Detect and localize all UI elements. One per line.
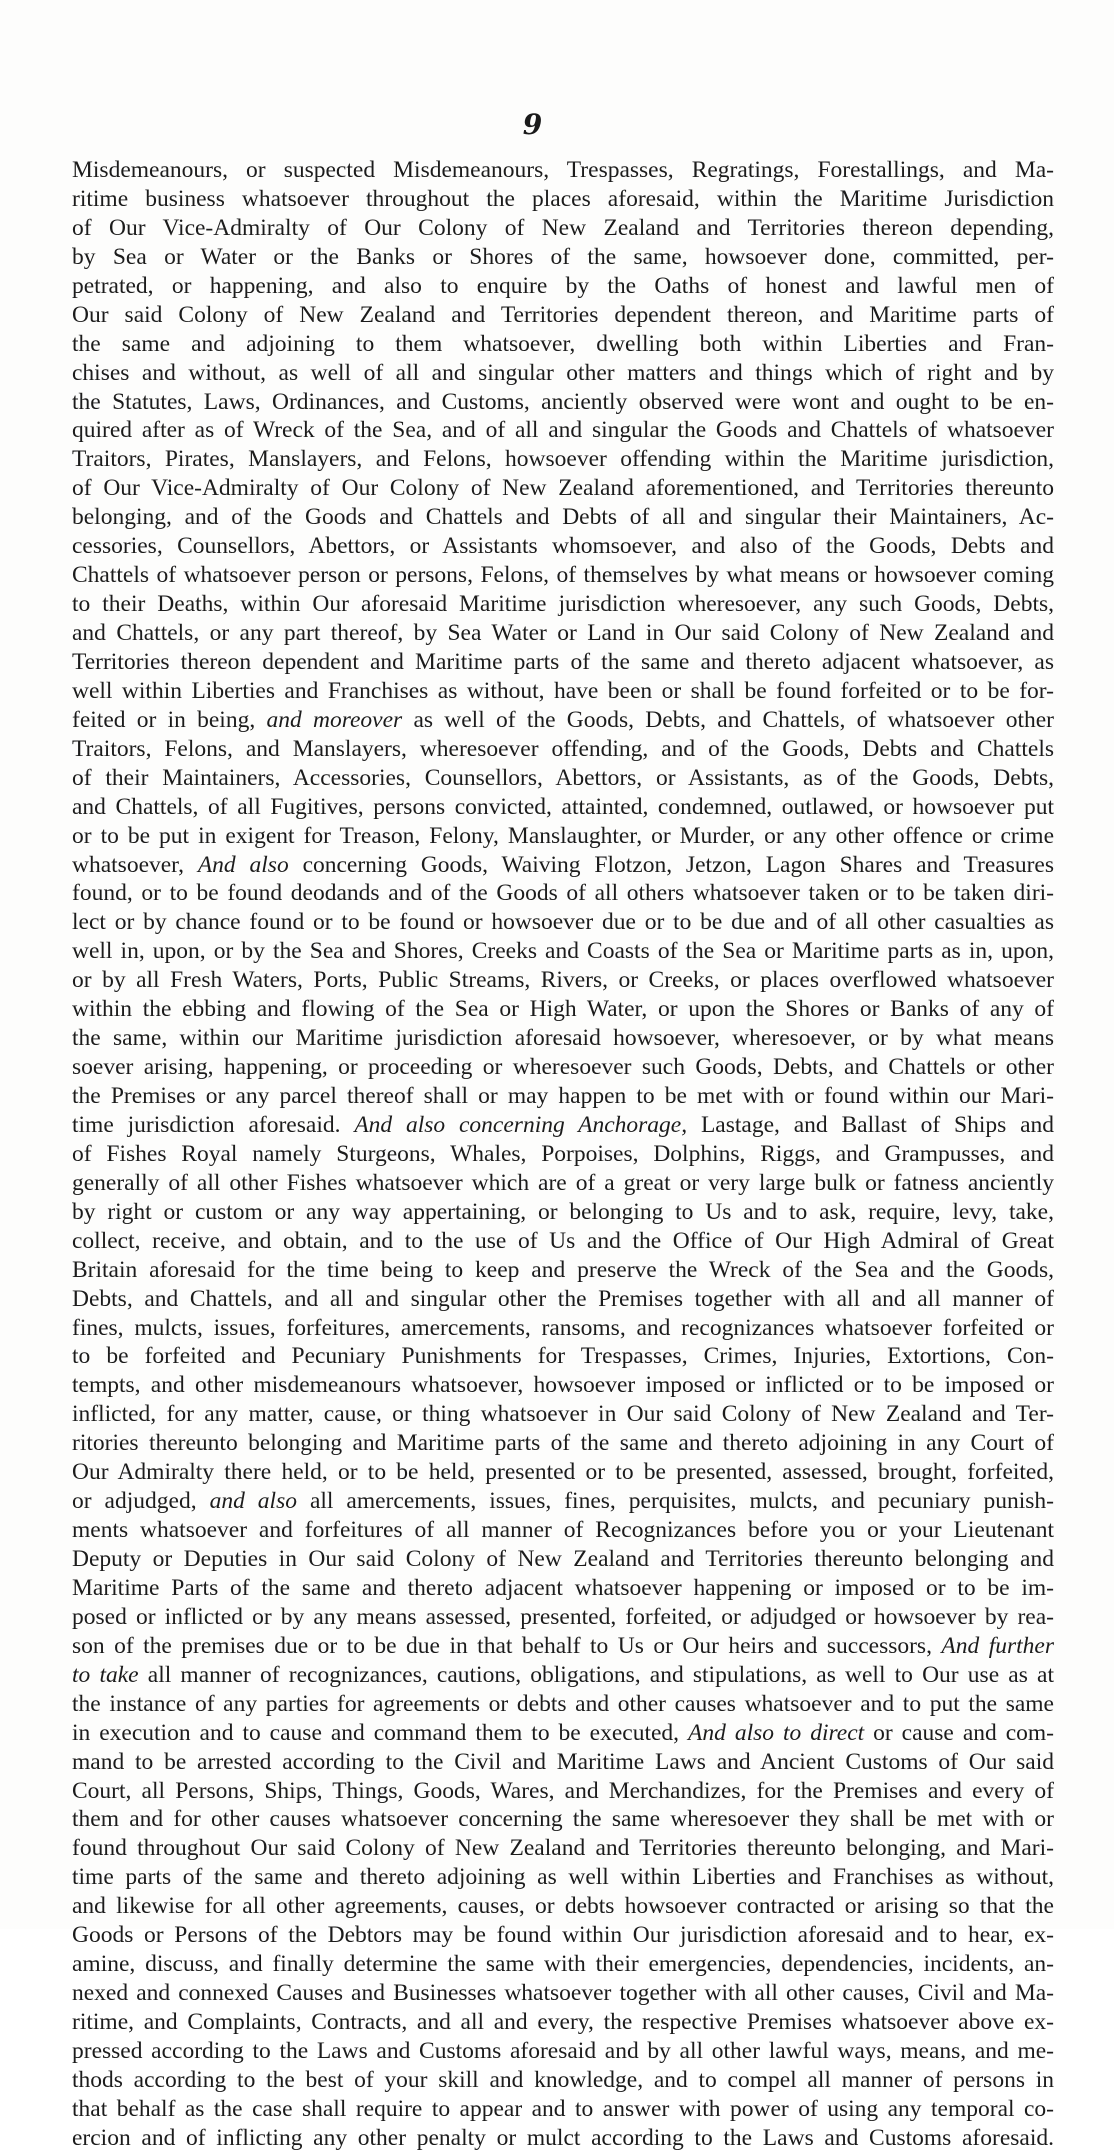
text-line <box>72 1834 1054 1863</box>
italic-text: And also <box>197 851 289 878</box>
text-segment: thods according to the best of your skill and knowledge, and to compel all manner of persons in <box>72 2066 1054 2093</box>
text-segment: son of the premises due or to be due in that behalf to Us or Our heirs and successors, <box>72 1632 942 1659</box>
text-segment: amine, discuss, and finally determine the same with their emergencies, dependencies, incidents, an- <box>72 1951 1054 1978</box>
text-segment: soever arising, happening, or proceeding or wheresoever such Goods, Debts, and Chattels or other <box>72 1054 1054 1081</box>
text-segment: ments whatsoever and forfeitures of all manner of Recognizances before you or your Lieutenant <box>72 1517 1054 1544</box>
text-segment: generally of all other Fishes whatsoever which are of a great or very large bulk or fatness anciently <box>72 1169 1054 1196</box>
text-line <box>72 330 1054 359</box>
text-segment: Our Admiralty there held, or to be held, presented or to be presented, assessed, brought, forfeited, <box>72 1459 1054 1486</box>
italic-text: And also concerning Anchorage, <box>354 1111 688 1138</box>
text-segment: Britain aforesaid for the time being to keep and preserve the Wreck of the Sea and the Goods, <box>72 1256 1054 1283</box>
text-segment: whatsoever, <box>72 851 198 878</box>
text-line <box>72 1516 1054 1545</box>
text-segment: ritime, and Complaints, Contracts, and all and every, the respective Premises whatsoever above ex- <box>72 2009 1054 2035</box>
text-segment: Misdemeanours, or suspected Misdemeanours, Trespasses, Regratings, Forestallings, and Ma- <box>72 157 1054 183</box>
text-segment: Our said Colony of New Zealand and Territories dependent thereon, and Maritime parts of <box>72 301 1054 328</box>
text-line <box>72 445 1054 474</box>
text-segment: Traitors, Pirates, Manslayers, and Felons, howsoever offending within the Maritime jurisdiction, <box>72 446 1054 473</box>
text-segment: nexed and connexed Causes and Businesses whatsoever together with all other causes, Civil and Ma- <box>72 1980 1054 2007</box>
text-line <box>72 1111 1054 1140</box>
text-segment: Lastage, and Ballast of Ships and <box>687 1111 1054 1138</box>
text-segment: of their Maintainers, Accessories, Counsellors, Abettors, or Assistants, as of the Goods, Debts, <box>72 764 1054 791</box>
text-segment: Chattels of whatsoever person or persons, Felons, of themselves by what means or howsoever coming <box>72 562 1054 589</box>
text-segment: pressed according to the Laws and Customs aforesaid and by all other lawful ways, means, and me- <box>72 2037 1054 2064</box>
body-paragraph <box>72 156 1054 2153</box>
text-segment: ritories thereunto belonging and Maritime parts of the same and thereto adjoining in any Court of <box>72 1430 1054 1457</box>
text-line <box>72 1921 1054 1950</box>
text-line <box>72 2124 1054 2153</box>
text-segment: of Our Vice-Admiralty of Our Colony of New Zealand and Territories thereon depending, <box>72 214 1054 241</box>
text-line <box>72 1082 1054 1111</box>
text-line <box>72 1661 1054 1690</box>
text-segment: Territories thereon dependent and Maritime parts of the same and thereto adjacent whatsoever, as <box>72 648 1054 675</box>
text-line <box>72 301 1054 330</box>
text-line <box>72 156 1054 185</box>
text-line <box>72 243 1054 272</box>
text-segment: tempts, and other misdemeanours whatsoever, howsoever imposed or inflicted or to be imposed or <box>72 1372 1054 1399</box>
text-line <box>72 735 1054 764</box>
text-segment: chises and without, as well of all and singular other matters and things which of right and by <box>72 359 1054 386</box>
text-line <box>72 532 1054 561</box>
text-segment: cessories, Counsellors, Abettors, or Assistants whomsoever, and also of the Goods, Debts and <box>72 533 1054 560</box>
text-line <box>72 474 1054 503</box>
text-segment: all amercements, issues, fines, perquisites, mulcts, and pecuniary punish- <box>296 1488 1054 1515</box>
text-line <box>72 908 1054 937</box>
text-line <box>72 1777 1054 1806</box>
text-segment: petrated, or happening, and also to enquire by the Oaths of honest and lawful men of <box>72 272 1054 299</box>
text-line <box>72 1805 1054 1834</box>
text-segment: in execution and to cause and command them to be executed, <box>72 1719 689 1746</box>
text-line <box>72 1458 1054 1487</box>
text-segment: as well of the Goods, Debts, and Chattels, of whatsoever other <box>402 706 1054 733</box>
page-number: 9 <box>522 108 543 141</box>
text-segment: by right or custom or any way appertaining, or belonging to Us and to ask, require, levy, take, <box>72 1198 1054 1225</box>
text-line <box>72 822 1054 851</box>
text-segment: by Sea or Water or the Banks or Shores of the same, howsoever done, committed, per- <box>72 243 1054 270</box>
text-segment: mand to be arrested according to the Civil and Maritime Laws and Ancient Customs of Our said <box>72 1748 1054 1775</box>
text-segment: and likewise for all other agreements, causes, or debts howsoever contracted or arising so that the <box>72 1893 1054 1920</box>
text-segment: found, or to be found deodands and of the Goods of all others whatsoever taken or to be taken diri- <box>72 880 1054 907</box>
text-segment: found throughout Our said Colony of New Zealand and Territories thereunto belonging, and Mari- <box>72 1835 1054 1862</box>
text-line <box>72 879 1054 908</box>
text-segment: or cause and com- <box>864 1719 1054 1746</box>
text-segment: well in, upon, or by the Sea and Shores, Creeks and Coasts of the Sea or Maritime parts as in, upon, <box>72 938 1054 965</box>
text-line <box>72 1169 1054 1198</box>
text-segment: time parts of the same and thereto adjoining as well within Liberties and Franchises as without, <box>72 1864 1054 1891</box>
text-line <box>72 388 1054 417</box>
text-segment: ercion and of inflicting any other penalty or mulct according to the Laws and Customs aforesaid. <box>72 2124 1054 2151</box>
text-line <box>72 1400 1054 1429</box>
text-segment: Debts, and Chattels, and all and singular other the Premises together with all and all manner of <box>72 1285 1054 1312</box>
text-segment: Traitors, Felons, and Manslayers, wheresoever offending, and of the Goods, Debts and Chattels <box>72 735 1054 762</box>
text-segment: and Chattels, of all Fugitives, persons convicted, attainted, condemned, outlawed, or howsoever put <box>72 793 1054 820</box>
text-line <box>72 648 1054 677</box>
text-segment: belonging, and of the Goods and Chattels and Debts of all and singular their Maintainers, Ac- <box>72 504 1054 531</box>
text-segment: fines, mulcts, issues, forfeitures, amercements, ransoms, and recognizances whatsoever forfeited or <box>72 1314 1054 1341</box>
text-segment: the same, within our Maritime jurisdiction aforesaid howsoever, wheresoever, or by what means <box>72 1025 1054 1052</box>
text-segment: or by all Fresh Waters, Ports, Public Streams, Rivers, or Creeks, or places overflowed whatsoever <box>72 967 1054 994</box>
italic-text: And further <box>941 1632 1054 1659</box>
text-segment: within the ebbing and flowing of the Sea or High Water, or upon the Shores or Banks of any of <box>72 996 1054 1023</box>
text-segment: and Chattels, or any part thereof, by Sea Water or Land in Our said Colony of New Zealand and <box>72 620 1054 646</box>
text-line <box>72 1545 1054 1574</box>
text-segment: the instance of any parties for agreements or debts and other causes whatsoever and to put the same <box>72 1690 1054 1717</box>
italic-text: to take <box>72 1661 139 1688</box>
text-line <box>72 1314 1054 1343</box>
text-line <box>72 706 1054 735</box>
text-segment: or to be put in exigent for Treason, Felony, Manslaughter, or Murder, or any other offence or crime <box>72 822 1054 849</box>
text-segment: that behalf as the case shall require to appear and to answer with power of using any temporal co- <box>72 2095 1054 2122</box>
text-segment: to their Deaths, within Our aforesaid Maritime jurisdiction wheresoever, any such Goods, Debts, <box>72 591 1054 618</box>
text-segment: to be forfeited and Pecuniary Punishments for Trespasses, Crimes, Injuries, Extortions, Con- <box>72 1343 1054 1370</box>
text-line <box>72 995 1054 1024</box>
text-line <box>72 2095 1054 2124</box>
text-line <box>72 1371 1054 1400</box>
text-line <box>72 214 1054 243</box>
text-segment: Goods or Persons of the Debtors may be found within Our jurisdiction aforesaid and to hear, ex- <box>72 1922 1054 1949</box>
text-segment: collect, receive, and obtain, and to the use of Us and the Office of Our High Admiral of Great <box>72 1227 1054 1254</box>
text-line <box>72 2037 1054 2066</box>
text-segment: posed or inflicted or by any means assessed, presented, forfeited, or adjudged or howsoever by rea- <box>72 1603 1054 1630</box>
text-line <box>72 590 1054 619</box>
text-segment: Maritime Parts of the same and thereto adjacent whatsoever happening or imposed or to be im- <box>72 1574 1054 1601</box>
text-line <box>72 503 1054 532</box>
text-line <box>72 1487 1054 1516</box>
text-line <box>72 1979 1054 2008</box>
text-segment: ritime business whatsoever throughout the places aforesaid, within the Maritime Jurisdiction <box>72 185 1054 212</box>
text-line <box>72 272 1054 301</box>
text-line <box>72 937 1054 966</box>
text-segment: all manner of recognizances, cautions, obligations, and stipulations, as well to Our use as at <box>138 1661 1054 1688</box>
text-line <box>72 1892 1054 1921</box>
text-line <box>72 1053 1054 1082</box>
text-line <box>72 1227 1054 1256</box>
text-line <box>72 677 1054 706</box>
text-line <box>72 619 1054 648</box>
text-line <box>72 2008 1054 2037</box>
text-segment: of Fishes Royal namely Sturgeons, Whales, Porpoises, Dolphins, Riggs, and Grampusses, and <box>72 1140 1054 1167</box>
text-segment: the Premises or any parcel thereof shall or may happen to be met with or found within our Mari- <box>72 1083 1054 1109</box>
text-line <box>72 851 1054 880</box>
text-line <box>72 1285 1054 1314</box>
italic-text: and also <box>209 1488 297 1515</box>
text-line <box>72 2066 1054 2095</box>
text-line <box>72 185 1054 214</box>
text-line <box>72 561 1054 590</box>
text-segment: feited or in being, <box>72 706 267 733</box>
text-line <box>72 1140 1054 1169</box>
text-line <box>72 1198 1054 1227</box>
text-line <box>72 416 1054 445</box>
text-line <box>72 764 1054 793</box>
text-line <box>72 359 1054 388</box>
text-segment: Court, all Persons, Ships, Things, Goods, Wares, and Merchandizes, for the Premises and every of <box>72 1777 1054 1804</box>
text-segment: lect or by chance found or to be found or howsoever due or to be due and of all other casualties as <box>72 909 1054 936</box>
italic-text: and moreover <box>266 706 403 733</box>
text-line <box>72 1632 1054 1661</box>
text-segment: the Statutes, Laws, Ordinances, and Customs, anciently observed were wont and ought to be en- <box>72 388 1054 415</box>
text-line <box>72 1690 1054 1719</box>
text-line <box>72 1950 1054 1979</box>
text-segment: of Our Vice-Admiralty of Our Colony of New Zealand aforementioned, and Territories thereunto <box>72 475 1054 502</box>
text-segment: time jurisdiction aforesaid. <box>72 1111 355 1138</box>
text-segment: inflicted, for any matter, cause, or thing whatsoever in Our said Colony of New Zealand and Ter- <box>72 1401 1054 1428</box>
text-segment: or adjudged, <box>72 1488 210 1515</box>
text-segment: them and for other causes whatsoever concerning the same wheresoever they shall be met with or <box>72 1806 1054 1833</box>
text-line <box>72 1024 1054 1053</box>
text-line <box>72 966 1054 995</box>
text-segment: quired after as of Wreck of the Sea, and of all and singular the Goods and Chattels of whatsoever <box>72 417 1054 444</box>
text-segment: the same and adjoining to them whatsoever, dwelling both within Liberties and Fran- <box>72 330 1054 357</box>
text-segment: Deputy or Deputies in Our said Colony of New Zealand and Territories thereunto belonging and <box>72 1546 1054 1572</box>
italic-text: And also to direct <box>688 1719 865 1746</box>
text-segment: concerning Goods, Waiving Flotzon, Jetzon, Lagon Shares and Treasures <box>288 851 1054 878</box>
text-line <box>72 1863 1054 1892</box>
text-line <box>72 1603 1054 1632</box>
text-line <box>72 1719 1054 1748</box>
text-line <box>72 1256 1054 1285</box>
text-line <box>72 1574 1054 1603</box>
text-line <box>72 1342 1054 1371</box>
text-line <box>72 1748 1054 1777</box>
text-line <box>72 1429 1054 1458</box>
text-line <box>72 793 1054 822</box>
text-segment: well within Liberties and Franchises as without, have been or shall be found forfeited or to be for- <box>72 677 1054 704</box>
